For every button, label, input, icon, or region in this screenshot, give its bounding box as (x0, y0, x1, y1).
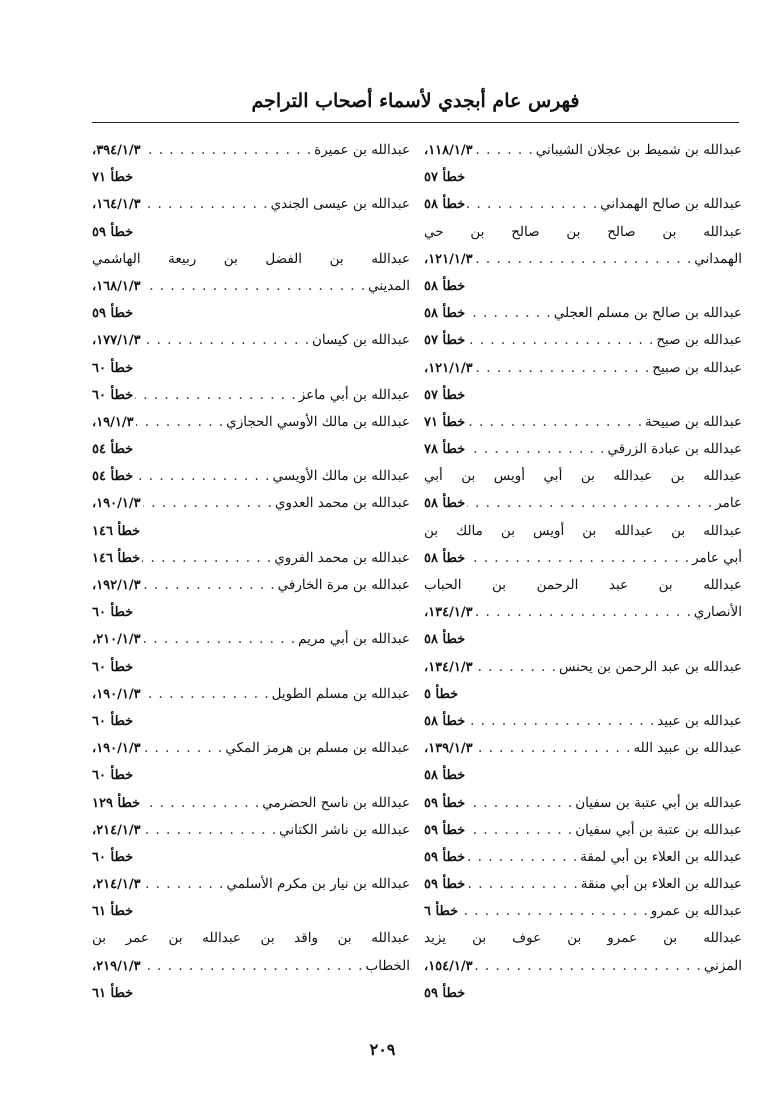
entry-name: عبدالله بن مالك الأويسي (272, 468, 410, 485)
dot-leader (467, 817, 573, 844)
index-entry (92, 436, 410, 463)
index-entry (424, 300, 742, 327)
entry-name: عبدالله بن عبد الرحمن بن الحباب (424, 577, 742, 593)
index-entry (424, 191, 742, 218)
entry-reference: خطأ ٦٠ (92, 387, 134, 403)
entry-reference: خطأ ٧١ (424, 414, 466, 430)
index-entry (424, 382, 742, 409)
entry-reference: خطأ ١٤٦ (92, 550, 141, 566)
dot-leader (142, 545, 272, 572)
entry-reference: خطأ ٥٨ (424, 768, 466, 784)
index-entry (92, 246, 410, 273)
dot-leader (467, 790, 573, 817)
index-entry (92, 953, 410, 980)
entry-reference: خطأ ٥ (424, 686, 459, 702)
dot-leader (467, 490, 713, 517)
dot-leader (136, 409, 225, 436)
entry-reference: خطأ ٦٠ (92, 713, 134, 729)
index-entry (424, 164, 742, 191)
index-entry (424, 518, 742, 545)
index-column-right (424, 137, 742, 1007)
entry-reference: خطأ ٦١ (92, 904, 134, 920)
entry-name: الهمداني (694, 250, 742, 267)
entry-reference: خطأ ٦٠ (92, 659, 134, 675)
entry-reference: خطأ ٥٨ (424, 632, 466, 648)
entry-reference: خطأ ٥٩ (92, 224, 134, 240)
entry-reference: ٢١٤/١/٣، (92, 822, 141, 838)
entry-name: المزني (703, 957, 742, 974)
index-column-left (92, 137, 410, 1007)
index-entry (424, 898, 742, 925)
entry-reference: خطأ ٦١ (92, 985, 134, 1001)
entry-name: عبدالله بن عمرو بن عوف بن يزيد (424, 930, 742, 947)
index-entry (424, 654, 742, 681)
entry-name: عبدالله بن أبي مريم (298, 631, 410, 648)
entry-name: عبدالله بن صالح بن صالح بن حي (424, 223, 742, 240)
dot-leader (475, 246, 693, 273)
index-entry (92, 572, 410, 599)
entry-reference: خطأ ٥٧ (424, 387, 466, 403)
dot-leader (143, 490, 273, 517)
dot-leader (143, 735, 224, 762)
dot-leader (143, 817, 278, 844)
index-entry (92, 599, 410, 626)
index-entry (92, 844, 410, 871)
entry-name: عبدالله بن عتبة بن أبي سفيان (575, 821, 742, 838)
entry-reference: ١٩٢/١/٣، (92, 578, 141, 593)
index-entry (92, 871, 410, 898)
entry-reference: ١٢١/١/٣، (424, 251, 473, 267)
entry-name: عبدالله بن أبي ماعز (298, 386, 410, 403)
index-entry (92, 463, 410, 490)
dot-leader (143, 871, 225, 898)
entry-reference: خطأ ١٢٩ (92, 795, 141, 811)
entry-reference: خطأ ١٤٦ (92, 523, 141, 539)
dot-leader (475, 355, 651, 382)
dot-leader (143, 191, 269, 218)
index-entry (424, 681, 742, 708)
index-entry (424, 980, 742, 1007)
entry-reference: ١٦٨/١/٣، (92, 278, 141, 294)
entry-reference: خطأ ٥٧ (424, 170, 466, 186)
index-entry (92, 654, 410, 681)
dot-leader (135, 463, 270, 490)
entry-name: عبدالله بن مرة الخارفي (277, 577, 410, 593)
entry-name: عبدالله بن العلاء بن أبي منقة (580, 876, 742, 893)
dot-leader (460, 898, 649, 925)
index-entry (424, 844, 742, 871)
entry-reference: خطأ ٦ (424, 904, 459, 920)
entry-reference: خطأ ٥٩ (92, 306, 134, 322)
dot-leader (467, 436, 605, 463)
entry-reference: خطأ ٥٨ (424, 197, 466, 213)
dot-leader (467, 300, 552, 327)
entry-reference: ١٣٩/١/٣، (424, 741, 473, 757)
index-entry (424, 436, 742, 463)
index-entry (424, 925, 742, 952)
index-entry (92, 925, 410, 952)
index-entry (92, 790, 410, 817)
entry-reference: ٣٩٤/١/٣، (92, 143, 141, 158)
index-entry (92, 355, 410, 382)
dot-leader (143, 327, 310, 354)
entry-reference: خطأ ٦٠ (92, 605, 134, 621)
dot-leader (475, 599, 692, 626)
entry-name: عبدالله بن عبد الرحمن بن يحنس (558, 658, 742, 675)
page-number: ٢٠٩ (369, 1040, 396, 1059)
dot-leader (467, 545, 690, 572)
entry-name: المديني (368, 277, 410, 294)
dot-leader (143, 626, 296, 653)
entry-reference: ١٩٠/١/٣، (92, 741, 141, 757)
entry-name: عبدالله بن صالح بن مسلم العجلي (553, 305, 742, 322)
entry-name: عبدالله بن عبدالله بن أبي أويس بن أبي (424, 468, 742, 485)
index-entry (92, 382, 410, 409)
entry-reference: ١٩٠/١/٣، (92, 496, 141, 512)
entry-reference: خطأ ٥٤ (92, 442, 134, 458)
dot-leader (142, 790, 260, 817)
entry-name: عبدالله بن أبي عتبة بن سفيان (575, 794, 742, 811)
dot-leader (475, 654, 557, 681)
entry-reference: خطأ ٥٨ (424, 278, 466, 294)
entry-reference: ١٩/١/٣، (92, 414, 134, 430)
index-entry (92, 273, 410, 300)
index-entry (92, 327, 410, 354)
entry-name: عبدالله بن نيار بن مكرم الأسلمي (226, 876, 410, 893)
dot-leader (135, 382, 297, 409)
index-entry (92, 164, 410, 191)
entry-reference: خطأ ٥٤ (92, 469, 134, 485)
index-entry (92, 817, 410, 844)
entry-name: عبدالله بن العلاء بن أبي لمقة (580, 848, 742, 865)
dot-leader (143, 273, 367, 300)
index-entry (424, 327, 742, 354)
entry-reference: خطأ ٥٨ (424, 550, 466, 566)
entry-reference: خطأ ٦٠ (92, 768, 134, 784)
index-entry (424, 599, 742, 626)
entry-reference: خطأ ٥٩ (424, 822, 466, 838)
dot-leader (143, 137, 313, 164)
entry-name: عامر (715, 495, 742, 512)
index-entry (424, 409, 742, 436)
index-entry (92, 219, 410, 246)
dot-leader (467, 327, 654, 354)
entry-reference: ٢١٠/١/٣، (92, 632, 141, 648)
entry-name: عبدالله بن مسلم بن هرمز المكي (225, 740, 410, 757)
entry-reference: خطأ ٥٩ (424, 985, 466, 1001)
index-entry (92, 626, 410, 653)
index-entry (92, 762, 410, 789)
entry-reference: ١٥٤/١/٣، (424, 958, 473, 974)
entry-name: عبدالله بن مالك الأوسي الحجازي (226, 413, 410, 430)
entry-name: عبدالله بن عبادة الزرقي (607, 441, 742, 458)
entry-name: عبدالله بن كيسان (312, 332, 410, 349)
entry-name: عبدالله بن صبح (656, 332, 742, 349)
entry-reference: ١٩٠/١/٣، (92, 686, 141, 702)
index-entry (92, 490, 410, 517)
dot-leader (467, 844, 578, 871)
entry-name: عبدالله بن ناسح الحضرمي (262, 794, 410, 811)
entry-name: عبدالله بن عميرة (314, 142, 410, 158)
entry-name: عبدالله بن ناشر الكتاني (279, 821, 410, 838)
entry-reference: ٢١٤/١/٣، (92, 877, 141, 893)
entry-reference: ١٢١/١/٣، (424, 360, 473, 376)
entry-reference: ١٧٧/١/٣، (92, 333, 141, 349)
entry-reference: ٢١٩/١/٣، (92, 958, 141, 974)
index-entry (424, 273, 742, 300)
index-entry (424, 355, 742, 382)
dot-leader (143, 681, 270, 708)
index-entry (92, 518, 410, 545)
index-entry (92, 137, 410, 164)
index-entry (92, 735, 410, 762)
entry-name: عبدالله بن مسلم الطويل (271, 685, 410, 702)
entry-name: أبي عامر (692, 549, 742, 566)
index-entry (92, 300, 410, 327)
entry-name: عبدالله بن عمرو (650, 903, 742, 920)
dot-leader (143, 572, 276, 599)
index-entry (424, 490, 742, 517)
entry-name: عبدالله بن عبدالله بن أويس بن مالك بن (424, 522, 742, 539)
index-entry (424, 817, 742, 844)
index-entry (92, 409, 410, 436)
entry-reference: خطأ ٧٨ (424, 442, 466, 458)
entry-reference: خطأ ٥٩ (424, 849, 466, 865)
dot-leader (467, 409, 643, 436)
index-entry (92, 545, 410, 572)
index-entry (424, 626, 742, 653)
entry-reference: ١٣٤/١/٣، (424, 659, 473, 675)
index-entry (424, 735, 742, 762)
dot-leader (475, 735, 632, 762)
page-header-title: فهرس عام أبجدي لأسماء أصحاب التراجم (251, 90, 580, 112)
entry-reference: خطأ ٥٩ (424, 877, 466, 893)
entry-reference: خطأ ٥٩ (424, 795, 466, 811)
entry-name: عبدالله بن صبيحة (645, 413, 742, 430)
entry-reference: خطأ ٥٨ (424, 496, 466, 512)
entry-reference: ١١٨/١/٣، (424, 143, 473, 158)
entry-reference: خطأ ٦٠ (92, 360, 134, 376)
index-entry (424, 790, 742, 817)
dot-leader (143, 953, 364, 980)
index-entry (424, 953, 742, 980)
index-entry (92, 708, 410, 735)
index-entry (424, 762, 742, 789)
entry-name: الخطاب (365, 957, 410, 974)
entry-name: عبدالله بن شميط بن عجلان الشيباني (535, 142, 742, 158)
entry-reference: خطأ ٥٨ (424, 713, 466, 729)
index-entry (424, 708, 742, 735)
dot-leader (475, 953, 702, 980)
entry-name: الأنصاري (693, 604, 742, 621)
entry-name: عبدالله بن صبيح (652, 359, 742, 376)
index-entry (92, 898, 410, 925)
entry-name: عبدالله بن واقد بن عبدالله بن عمر بن (92, 930, 410, 947)
index-entry (92, 980, 410, 1007)
entry-name: عبدالله بن صالح الهمداني (600, 196, 742, 213)
dot-leader (475, 137, 534, 164)
entry-reference: خطأ ٧١ (92, 170, 134, 186)
index-entry (424, 572, 742, 599)
index-entry (424, 871, 742, 898)
dot-leader (467, 191, 598, 218)
entry-name: عبدالله بن عبيد الله (633, 740, 742, 757)
entry-name: عبدالله بن عبيد (657, 712, 742, 729)
entry-reference: ١٣٤/١/٣، (424, 605, 473, 621)
entry-reference: خطأ ٥٨ (424, 306, 466, 322)
entry-reference: ١٦٤/١/٣، (92, 197, 141, 213)
index-entry (424, 219, 742, 246)
index-entry (92, 191, 410, 218)
dot-leader (467, 871, 579, 898)
entry-name: عبدالله بن محمد العدوي (274, 495, 410, 512)
entry-reference: خطأ ٥٧ (424, 333, 466, 349)
index-entry (424, 137, 742, 164)
index-entry (424, 545, 742, 572)
dot-leader (467, 708, 655, 735)
entry-name: عبدالله بن عيسى الجندي (270, 196, 410, 213)
entry-reference: خطأ ٦٠ (92, 849, 134, 865)
index-entry (424, 463, 742, 490)
index-entry (92, 681, 410, 708)
header-divider (92, 122, 739, 123)
index-entry (424, 246, 742, 273)
entry-name: عبدالله بن محمد الفروي (274, 549, 410, 566)
entry-name: عبدالله بن الفضل بن ربيعة الهاشمي (92, 250, 410, 267)
